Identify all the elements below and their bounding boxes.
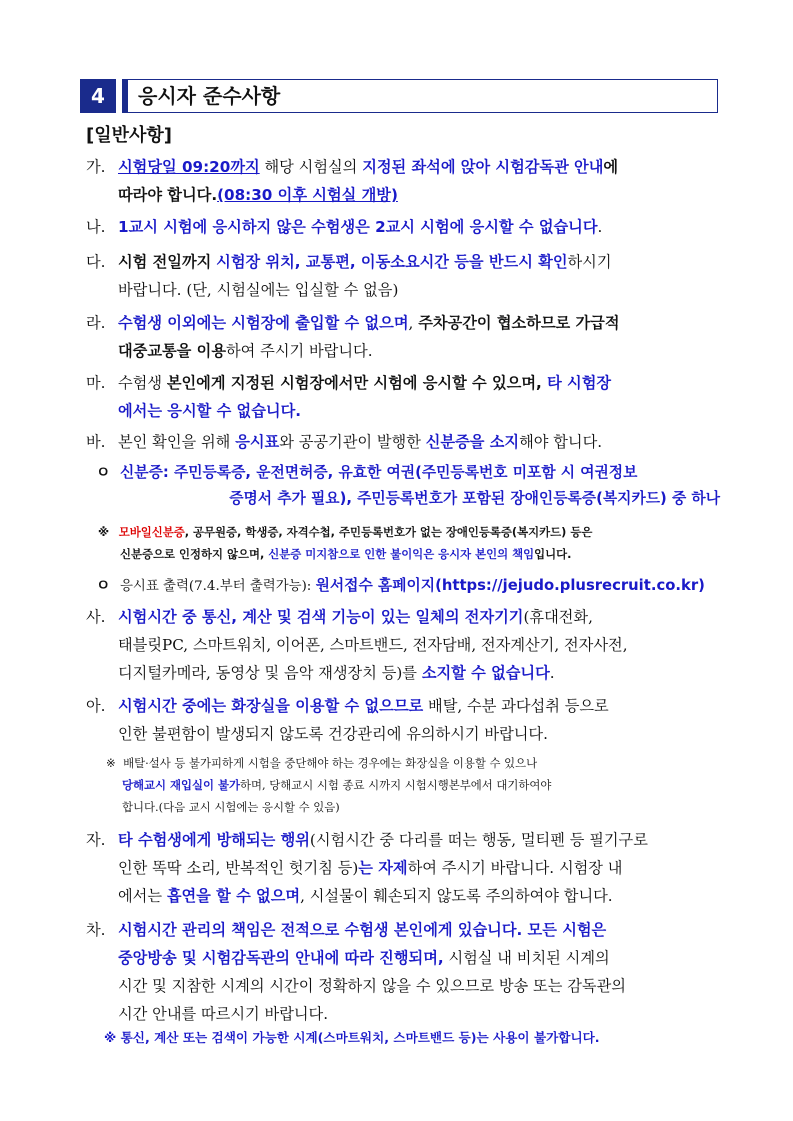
item-marker: 마. (86, 374, 106, 392)
text-span: 에서는 (118, 887, 167, 905)
item-sa (86, 603, 720, 687)
item-marker: 자. (86, 831, 106, 849)
text-span: 주차공간이 협소하므로 가급적 (418, 314, 620, 332)
text-span: 인한 불편함이 발생되지 않도록 건강관리에 유의하시기 바랍니다. (118, 725, 548, 743)
item-ma (86, 369, 720, 425)
text-span: 타 수험생에게 방해되는 행위 (118, 831, 310, 849)
sub-marker: ㅇ (96, 577, 111, 594)
text-span: 하며, 당해교시 시험 종료 시까지 시험시행본부에서 대기하여야 (239, 778, 552, 792)
text-span: 에서는 응시할 수 없습니다. (118, 402, 302, 420)
item-marker: 가. (86, 158, 106, 176)
text-span: 원서접수 홈페이지(https://jejudo.plusrecruit.co.kr) (315, 577, 705, 594)
text-span: 디지털카메라, 동영상 및 음악 재생장치 등)를 (118, 664, 422, 682)
text-span: 태블릿PC, 스마트워치, 이어폰, 스마트밴드, 전자담배, 전자계산기, 전자사전, (118, 636, 628, 654)
text-span: 해야 합니다. (519, 433, 603, 451)
text-span: 본인 확인을 위해 (118, 433, 236, 451)
text-span: 인한 똑딱 소리, 반복적인 헛기침 등) (118, 859, 359, 877)
text-span: 배탈, 수분 과다섭취 등으로 (423, 697, 609, 715)
note-marker: ※ (98, 525, 110, 539)
text-span: 시간 및 지참한 시계의 시간이 정확하지 않을 수 있으므로 방송 또는 감독관의 (118, 977, 626, 995)
text-span: 는 자제 (358, 859, 408, 877)
text-span: 시험실 내 비치된 시계의 (443, 949, 610, 967)
text-span: 신분증 미지참으로 인한 불이익은 응시자 본인의 책임 (268, 547, 535, 561)
text-span: 신분증을 소지 (425, 433, 520, 451)
section-header (80, 79, 718, 113)
item-ja (86, 826, 720, 910)
text-span: 흡연을 할 수 없으며 (166, 887, 301, 905)
text-span: 지정된 좌석에 앉아 시험감독관 안내 (362, 158, 604, 176)
item-marker: 라. (86, 314, 106, 332)
text-span: (시험시간 중 다리를 떠는 행동, 멀티펜 등 필기구로 (309, 831, 648, 849)
text-span: 증명서 추가 필요), 주민등록번호가 포함된 장애인등록증(복지카드) 중 하나 (229, 490, 720, 507)
text-span: 신분증 (120, 464, 163, 481)
item-marker: 다. (86, 253, 106, 271)
item-marker: 나. (86, 218, 106, 236)
text-span: 하시기 (567, 253, 612, 271)
note-marker: ※ (106, 756, 116, 770)
section-number: 4 (80, 79, 116, 113)
sub-marker: ㅇ (96, 464, 111, 481)
text-span: , 공무원증, 학생증, 자격수첩, 주민등록번호가 없는 장애인등록증(복지카드) 등은 (184, 525, 593, 539)
toilet-note (106, 752, 720, 818)
text-span: 해당 시험실의 (259, 158, 363, 176)
text-span: 와 공공기관이 발행한 (279, 433, 426, 451)
text-span: 합니다.(다음 교시 시험에는 응시할 수 있음) (122, 800, 340, 814)
text-span: 신분증으로 인정하지 않으며, (120, 547, 269, 561)
text-span: 1교시 시험에 응시하지 않은 수험생은 2교시 시험에 응시할 수 없습니다 (118, 218, 598, 236)
watch-note: ※ 통신, 계산 또는 검색이 가능한 시계(스마트워치, 스마트밴드 등)는 사용이 불가합니다. (104, 1030, 600, 1045)
text-span: , 시설물이 훼손되지 않도록 주의하여야 합니다. (300, 887, 613, 905)
text-span: 시험시간 중에는 화장실을 이용할 수 없으므로 (118, 697, 424, 715)
section-title: 응시자 준수사항 (138, 84, 281, 108)
section-title-box (122, 79, 718, 113)
item-marker: 아. (86, 697, 106, 715)
text-span: 에 (603, 158, 619, 176)
text-span: 입니다. (534, 547, 572, 561)
text-span: (08:30 이후 시험실 개방) (217, 186, 398, 204)
text-span: (휴대전화, (523, 608, 593, 626)
text-span: 따라야 합니다. (118, 186, 218, 204)
text-span: . (597, 218, 603, 236)
text-span: 시험시간 중 통신, 계산 및 검색 기능이 있는 일체의 전자기기 (118, 608, 524, 626)
text-span: 배탈·설사 등 불가피하게 시험을 중단해야 하는 경우에는 화장실을 이용할 수 있으나 (123, 756, 538, 770)
text-span: : 주민등록증, 운전면허증, 유효한 여권(주민등록번호 미포함 시 여권정보 (162, 464, 638, 481)
id-sub-list (96, 460, 720, 512)
text-span: 타 시험장 (547, 374, 612, 392)
item-cha (86, 916, 720, 1028)
text-span: 시험장 위치, 교통편, 이동소요시간 등을 반드시 확인 (216, 253, 568, 271)
item-ba (86, 428, 720, 456)
item-da (86, 248, 720, 304)
text-span: 시간 안내를 따르시기 바랍니다. (118, 1005, 329, 1023)
text-span: 하여 주시기 바랍니다. 시험장 내 (407, 859, 623, 877)
text-span: 응시표 출력(7.4.부터 출력가능): (120, 579, 316, 594)
item-marker: 차. (86, 921, 106, 939)
text-span: , (408, 314, 419, 332)
text-span: 수험생 (118, 374, 167, 392)
subsection-title: [일반사항] (86, 125, 173, 146)
text-span: 수험생 이외에는 시험장에 출입할 수 없으며 (118, 314, 409, 332)
item-marker: 바. (86, 433, 106, 451)
text-span: 응시표 (235, 433, 280, 451)
text-span: . (549, 664, 555, 682)
text-span: 소지할 수 없습니다 (421, 664, 550, 682)
text-span: 모바일신분증 (118, 525, 185, 539)
text-span: 당해교시 재입실이 불가 (122, 778, 240, 792)
text-span: 하여 주시기 바랍니다. (226, 342, 373, 360)
text-span: 시험 전일까지 (118, 253, 212, 271)
text-span: 본인에게 지정된 시험장에서만 시험에 응시할 수 있으며, (166, 374, 548, 392)
id-note (98, 521, 720, 565)
item-aa (86, 692, 720, 748)
item-na (86, 213, 720, 241)
ticket-sub (96, 573, 720, 600)
text-span: 중앙방송 및 시험감독관의 안내에 따라 진행되며, (118, 949, 444, 967)
text-span: 시험시간 관리의 책임은 전적으로 수험생 본인에게 있습니다. 모든 시험은 (118, 921, 607, 939)
item-marker: 사. (86, 608, 106, 626)
item-ga (86, 153, 720, 209)
text-span: 시험당일 09:20까지 (118, 158, 260, 176)
text-span: 바랍니다. (단, 시험실에는 입실할 수 없음) (118, 281, 399, 299)
text-span: 대중교통을 이용 (118, 342, 226, 360)
item-ra (86, 309, 720, 365)
